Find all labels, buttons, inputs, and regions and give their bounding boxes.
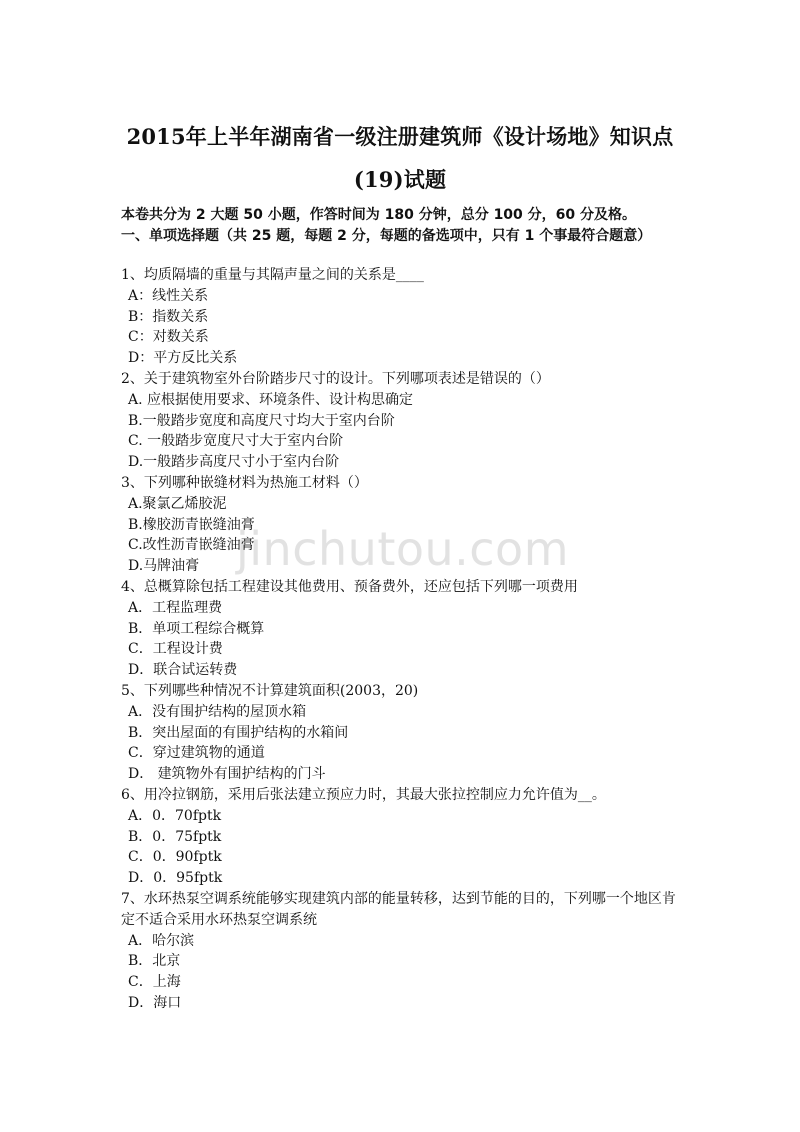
exam-summary: 本卷共分为 2 大题 50 小题，作答时间为 180 分钟，总分 100 分，60 分及格。 bbox=[121, 207, 637, 223]
question-option: C：对数关系 bbox=[128, 329, 209, 346]
question-option: C．穿过建筑物的通道 bbox=[128, 745, 265, 762]
question-option: B：指数关系 bbox=[128, 308, 209, 325]
watermark-text: jinchutou.com bbox=[236, 522, 570, 576]
question-option: B．北京 bbox=[128, 953, 181, 970]
question-option: A．哈尔滨 bbox=[128, 932, 195, 949]
question-option: A．没有围护结构的屋顶水箱 bbox=[128, 703, 307, 720]
question-option: B．0．75fptk bbox=[128, 828, 222, 845]
question-option: A.聚氯乙烯胶泥 bbox=[128, 495, 227, 512]
question-option: D．海口 bbox=[128, 994, 182, 1011]
question-stem: 7、水环热泵空调系统能够实现建筑内部的能量转移，达到节能的目的，下列哪一个地区肯定不适合采用水环热泵空调系统 bbox=[121, 890, 676, 928]
question-item bbox=[121, 785, 683, 889]
question-option: A：线性关系 bbox=[128, 287, 209, 304]
question-option: C．工程设计费 bbox=[128, 641, 223, 658]
question-option: D.一般踏步高度尺寸小于室内台阶 bbox=[128, 454, 340, 471]
document-title-line2: (19)试题 bbox=[353, 167, 447, 192]
question-option: A. 应根据使用要求、环境条件、设计构思确定 bbox=[128, 391, 414, 408]
question-option: C．上海 bbox=[128, 974, 181, 991]
question-option: B.橡胶沥青嵌缝油膏 bbox=[128, 516, 255, 533]
question-list bbox=[121, 265, 683, 1014]
question-item bbox=[121, 681, 683, 785]
question-option: A．0．70fptk bbox=[128, 807, 222, 824]
question-stem: 2、关于建筑物室外台阶踏步尺寸的设计。下列哪项表述是错误的（） bbox=[121, 370, 550, 387]
question-item bbox=[121, 265, 683, 369]
question-item bbox=[121, 473, 683, 577]
document-title-line1: 2015年上半年湖南省一级注册建筑师《设计场地》知识点 bbox=[126, 124, 674, 149]
question-option: C.改性沥青嵌缝油膏 bbox=[128, 537, 255, 554]
section-heading: 一、单项选择题（共 25 题，每题 2 分，每题的备选项中，只有 1 个事最符合题意） bbox=[121, 227, 652, 244]
question-stem: 4、总概算除包括工程建设其他费用、预备费外，还应包括下列哪一项费用 bbox=[121, 578, 578, 595]
question-stem: 3、下列哪种嵌缝材料为热施工材料（） bbox=[121, 474, 368, 491]
question-option: B．单项工程综合概算 bbox=[128, 620, 265, 637]
question-item bbox=[121, 577, 683, 681]
question-option: D：平方反比关系 bbox=[128, 350, 238, 367]
question-option: C．0．90fptk bbox=[128, 849, 222, 866]
question-option: B.一般踏步宽度和高度尺寸均大于室内台阶 bbox=[128, 412, 395, 429]
question-option: A．工程监理费 bbox=[128, 599, 223, 616]
question-option: B．突出屋面的有围护结构的水箱间 bbox=[128, 724, 349, 741]
question-stem: 1、均质隔墙的重量与其隔声量之间的关系是____ bbox=[121, 267, 424, 283]
question-option: D．0．95fptk bbox=[128, 870, 223, 887]
exam-intro bbox=[121, 205, 683, 247]
question-option: C. 一般踏步宽度尺寸大于室内台阶 bbox=[128, 433, 344, 450]
question-option: D.马牌油膏 bbox=[128, 558, 200, 575]
question-stem: 5、下列哪些种情况不计算建筑面积(2003，20) bbox=[121, 682, 419, 699]
question-stem: 6、用冷拉钢筋，采用后张法建立预应力时，其最大张拉控制应力允许值为__。 bbox=[121, 786, 606, 803]
question-option: D．联合试运转费 bbox=[128, 662, 238, 679]
question-item bbox=[121, 889, 683, 1014]
question-item bbox=[121, 369, 683, 473]
question-option: D． 建筑物外有围护结构的门斗 bbox=[128, 766, 326, 783]
